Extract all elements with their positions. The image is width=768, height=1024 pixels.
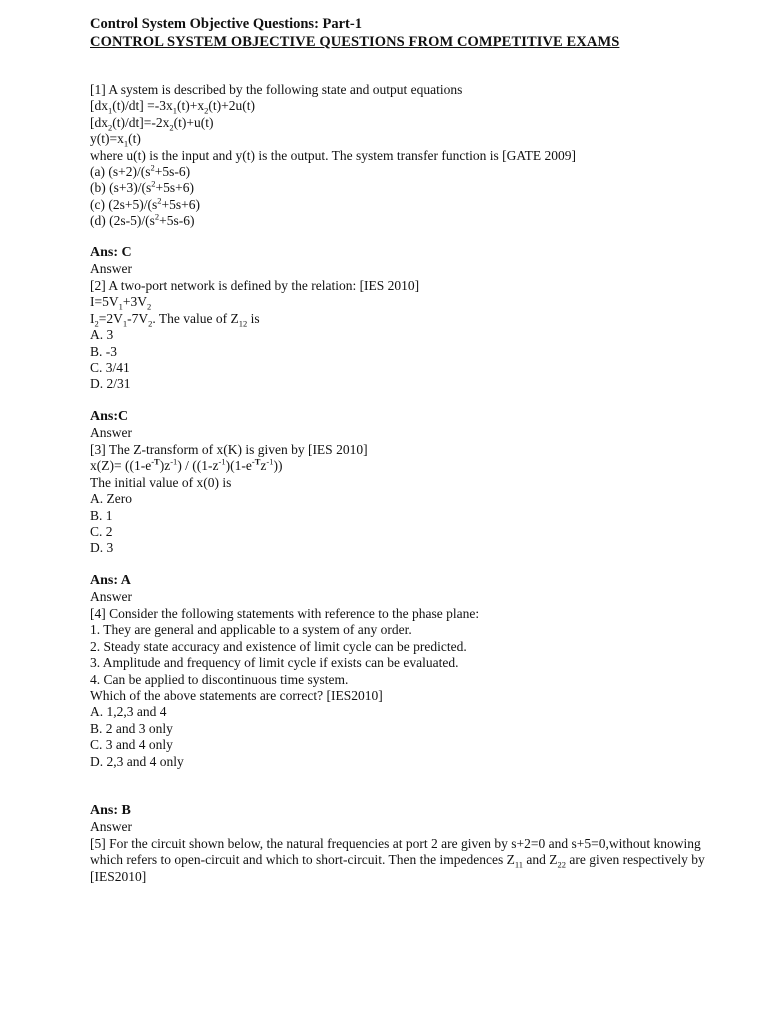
answer-key: Ans: C bbox=[90, 245, 132, 260]
question-2-intro: [2] A two-port network is defined by the relation: [IES 2010] bbox=[90, 278, 420, 293]
answer-key: Ans: B bbox=[90, 803, 131, 818]
option-d: D. 3 bbox=[90, 540, 114, 556]
answer-label: Answer bbox=[90, 589, 132, 605]
question-3-stem: The initial value of x(0) is bbox=[90, 474, 232, 490]
statement-2: 2. Steady state accuracy and existence of limit cycle can be predicted. bbox=[90, 638, 467, 654]
option-a: A. 1,2,3 and 4 bbox=[90, 704, 167, 720]
question-4 bbox=[90, 606, 730, 770]
option-c: C. 2 bbox=[90, 524, 113, 540]
option-c: C. 3 and 4 only bbox=[90, 737, 173, 753]
state-equation-1: $[dx_1(t)/dt] =-3x_1(t)+x_2(t)+2u(t)$ bbox=[90, 98, 255, 117]
option-b: B. 1 bbox=[90, 507, 113, 523]
network-equation-2: $I_2=2V_1-7V_2$. The value of $Z_{12}$ is bbox=[90, 310, 260, 329]
option-c: (c) $(2s+5)/(s^2+5s+6)$ bbox=[90, 195, 200, 212]
question-1-intro: [1] A system is described by the following state and output equations bbox=[90, 82, 463, 97]
statement-1: 1. They are general and applicable to a system of any order. bbox=[90, 622, 412, 638]
question-2 bbox=[90, 278, 730, 393]
statement-3: 3. Amplitude and frequency of limit cycle if exists can be evaluated. bbox=[90, 655, 459, 671]
answer-label: Answer bbox=[90, 425, 132, 441]
z-transform-expression: $x(Z)= ((1-e^{-T})z^{-1}) / ((1-z^{-1})(1-e^{-T}z^{-1}))$ bbox=[90, 456, 283, 474]
option-d: D. 2/31 bbox=[90, 376, 131, 392]
page-subtitle: CONTROL SYSTEM OBJECTIVE QUESTIONS FROM COMPETITIVE EXAMS bbox=[90, 34, 620, 50]
option-b: B. 2 and 3 only bbox=[90, 720, 173, 736]
question-4-stem: Which of the above statements are correct? [IES2010] bbox=[90, 688, 383, 704]
state-equation-2: $[dx_2(t)/dt]=-2x_2(t)+u(t)$ bbox=[90, 114, 214, 133]
question-5 bbox=[90, 836, 726, 885]
question-1 bbox=[90, 82, 730, 230]
question-3 bbox=[90, 442, 730, 557]
question-4-answer bbox=[90, 803, 730, 836]
page-title: Control System Objective Questions: Part-1 bbox=[90, 16, 362, 32]
question-1-answer bbox=[90, 245, 730, 278]
network-equation-1: $I=5V_1+3V_2$ bbox=[90, 294, 152, 313]
option-a: (a) $(s+2)/(s^2+5s-6)$ bbox=[90, 162, 191, 180]
option-d: (d) $(2s-5)/(s^2+5s-6)$ bbox=[90, 211, 195, 229]
option-a: A. Zero bbox=[90, 491, 132, 507]
answer-label: Answer bbox=[90, 819, 132, 835]
question-3-intro: [3] The Z-transform of x(K) is given by [IES 2010] bbox=[90, 442, 368, 457]
option-c: C. 3/41 bbox=[90, 360, 130, 376]
question-5-intro: [5] For the circuit shown below, the natural frequencies at port 2 are given by s+2=0 and s+5=0,without knowing which refers to open-circuit and which to short-circuit. Then the impedences $Z_{11}$ and $Z_{22}$ are given respectively by [IES2010] bbox=[90, 836, 705, 884]
answer-key: Ans: A bbox=[90, 573, 131, 588]
option-b: B. -3 bbox=[90, 343, 117, 359]
statement-4: 4. Can be applied to discontinuous time system. bbox=[90, 671, 349, 687]
question-4-intro: [4] Consider the following statements with reference to the phase plane: bbox=[90, 606, 480, 621]
option-b: (b) $(s+3)/(s^2+5s+6)$ bbox=[90, 178, 194, 196]
option-d: D. 2,3 and 4 only bbox=[90, 753, 184, 769]
question-1-stem: where u(t) is the input and y(t) is the output. The system transfer function is [GATE 2009] bbox=[90, 147, 577, 163]
answer-key: Ans:C bbox=[90, 409, 129, 424]
question-2-answer bbox=[90, 409, 730, 442]
question-3-answer bbox=[90, 573, 730, 606]
output-equation: $y(t)=x_1(t)$ bbox=[90, 131, 141, 149]
option-a: A. 3 bbox=[90, 327, 114, 343]
answer-label: Answer bbox=[90, 261, 132, 277]
